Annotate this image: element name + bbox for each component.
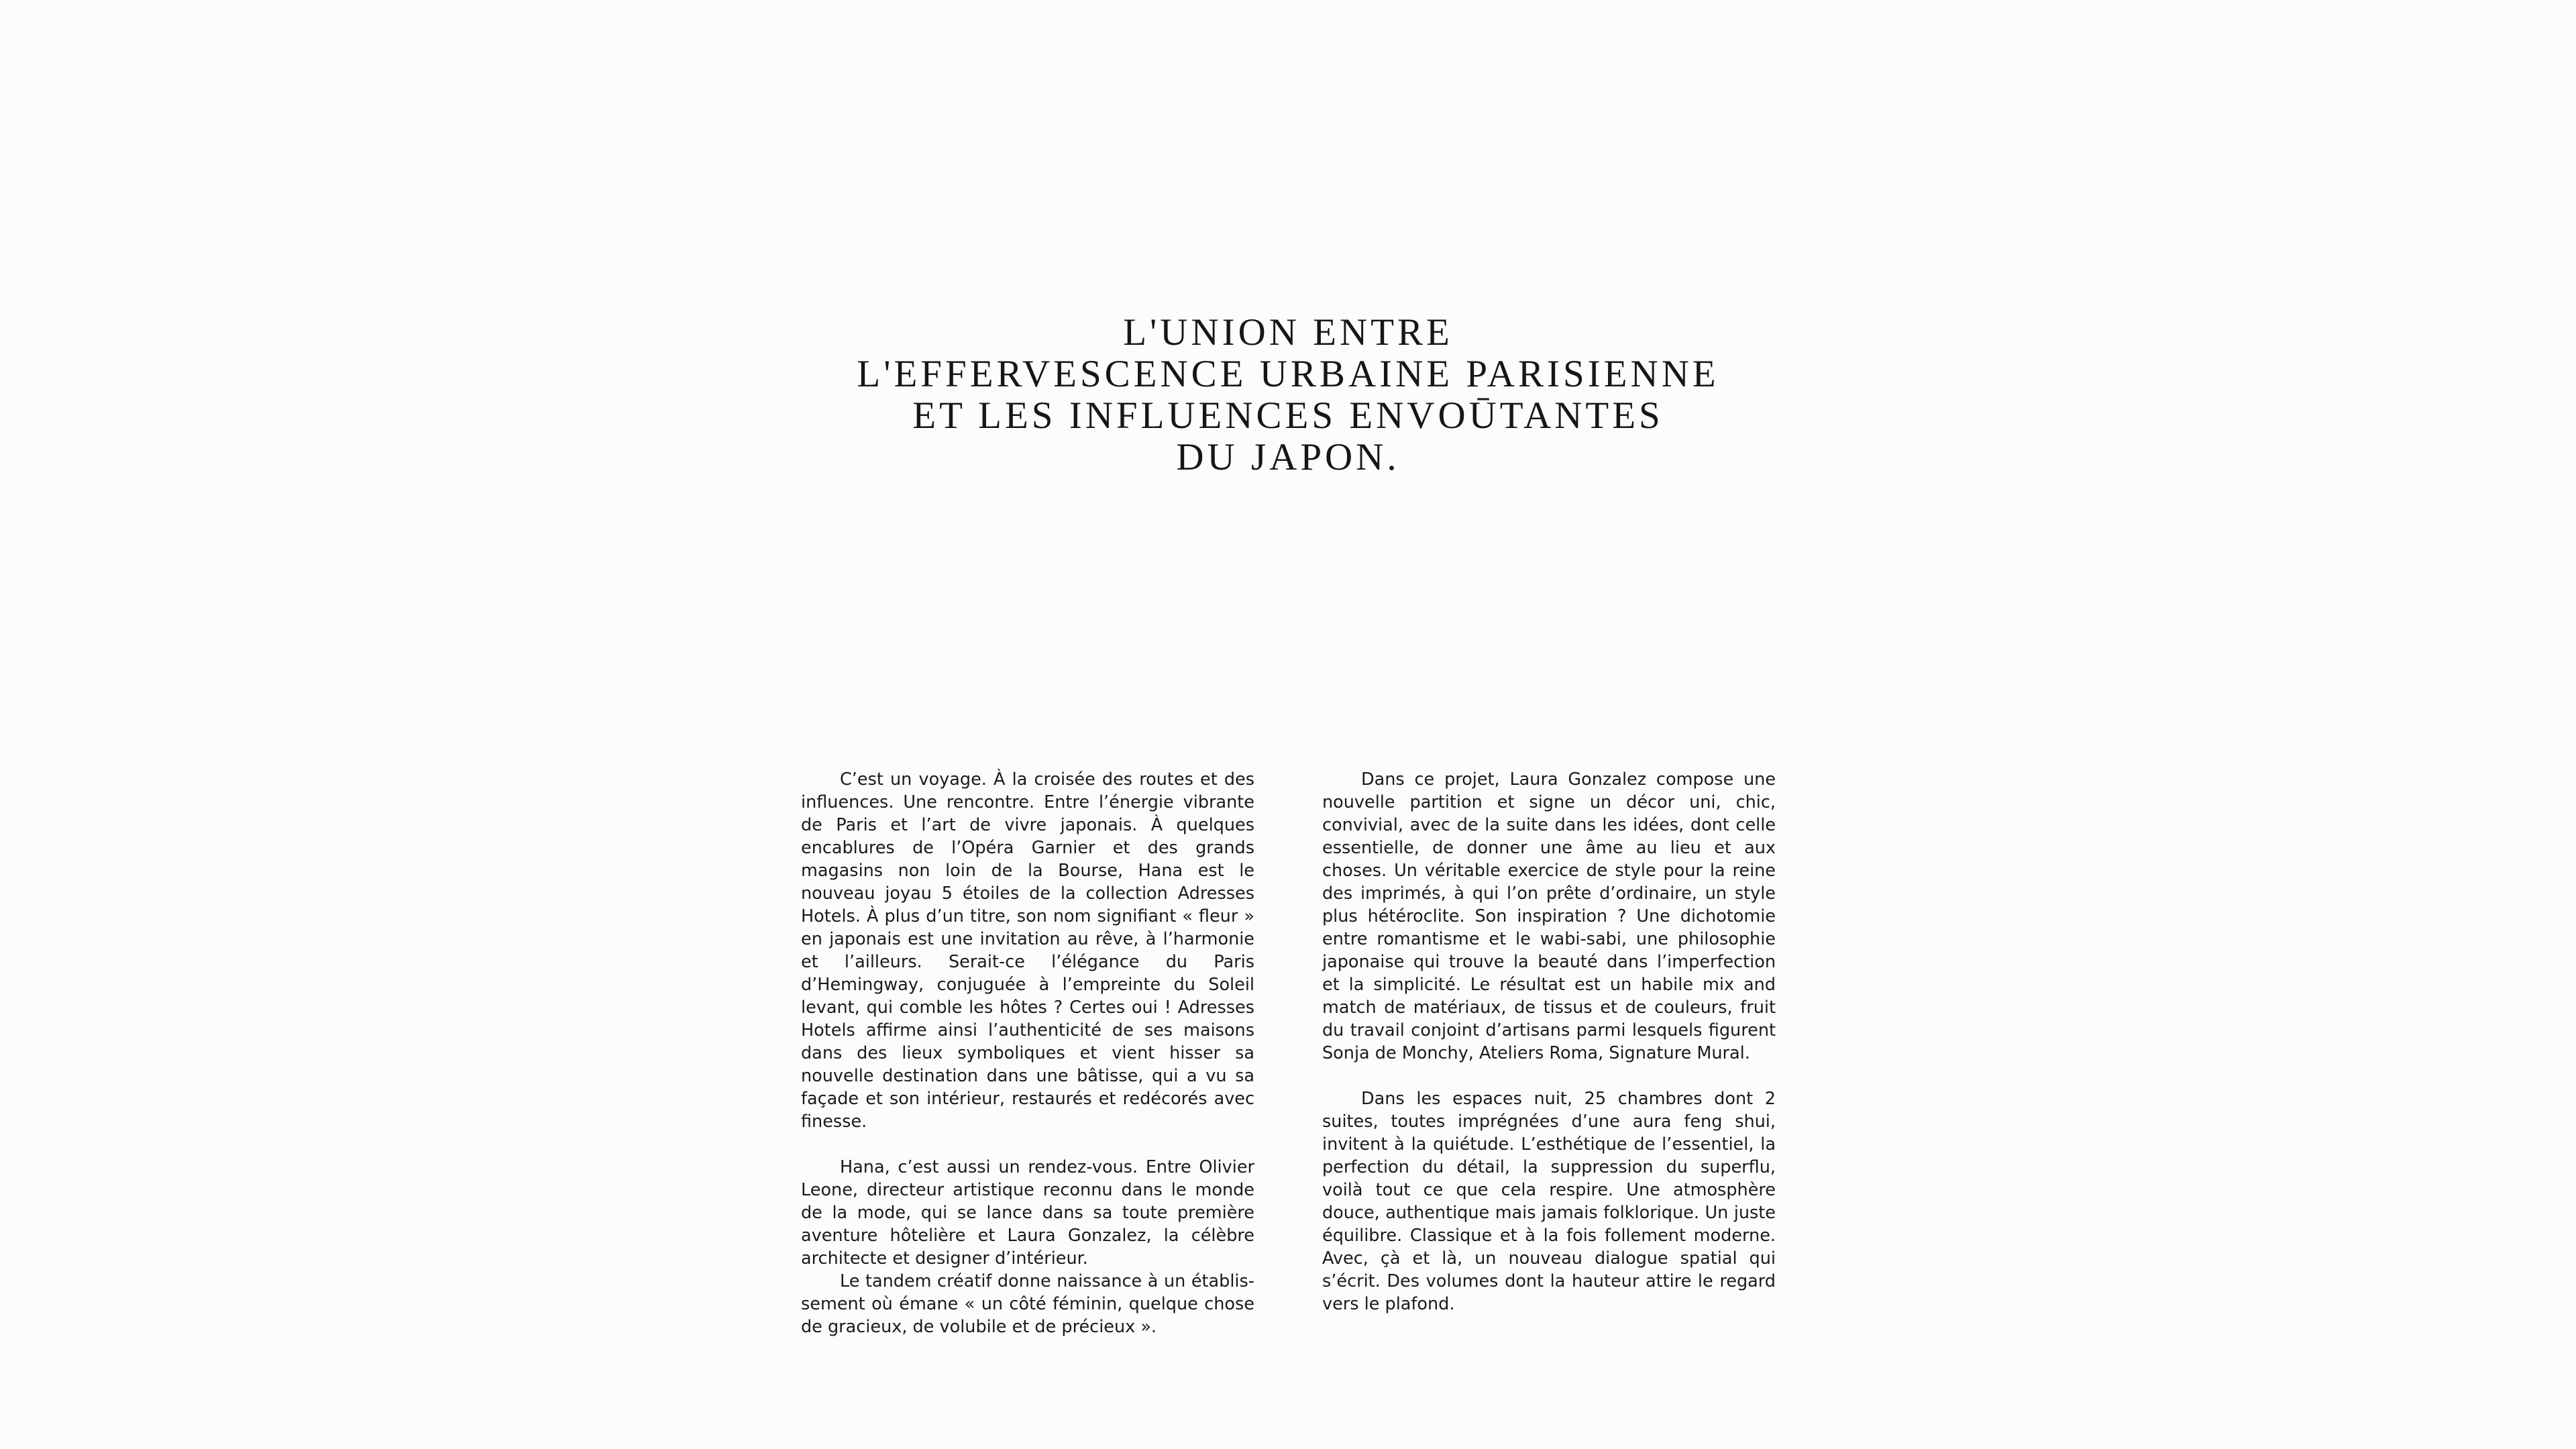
paragraph-tandem: Le tandem créatif donne naissance à un établissement où émane « un côté féminin, quelque chose de gracieux, de volubile et de précieux ». [801, 1271, 1254, 1337]
headline-line: L'UNION ENTRE [1123, 311, 1453, 354]
paragraph-rendezvous: Hana, c’est aussi un rendez-vous. Entre Olivier Leone, directeur artistique reconnu dans le monde de la mode, qui se lance dans sa toute première aventure hôtelière et Laura Gonzalez, la célèbre architecte et designer d’intérieur. [801, 1157, 1254, 1269]
headline-line: DU JAPON. [1176, 436, 1400, 478]
right-column [1322, 768, 1776, 1316]
headline-line: L'EFFERVESCENCE URBAINE PARISIENNE [857, 353, 1719, 395]
paragraph-intro: C’est un voyage. À la croisée des routes et des influences. Une rencontre. Entre l’énergie vibrante de Paris et l’art de vivre japonais. À quelques encablures de l’Opéra Garnier et des grands magasins non loin de la Bourse, Hana est le nouveau joyau 5 étoiles de la collection Adresses Hotels. À plus d’un titre, son nom signifiant « fleur » en japonais est une invitation au rêve, à l’harmonie et l’ailleurs. Serait-ce l’élégance du Paris d’Hemingway, conjuguée à l’empreinte du Soleil levant, qui comble les hôtes ? Certes oui ! Adresses Hotels affirme ainsi l’authenticité de ses maisons dans des lieux symboliques et vient hisser sa nouvelle destination dans une bâtisse, qui a vu sa façade et son intérieur, restaurés et redécorés avec finesse. [801, 769, 1254, 1132]
paragraph-rooms: Dans les espaces nuit, 25 chambres dont 2 suites, toutes imprégnées d’une aura feng shui, invitent à la quiétude. L’esthétique de l’essentiel, la perfection du détail, la suppression du superflu, voilà tout ce que cela respire. Une atmosphère douce, authentique mais jamais folklorique. Un juste équilibre. Classique et à la fois follement moderne. Avec, çà et là, un nouveau dialogue spatial qui s’écrit. Des volumes dont la hauteur attire le regard vers le plafond. [1322, 1089, 1776, 1314]
left-column [801, 768, 1254, 1338]
paragraph-project: Dans ce projet, Laura Gonzalez compose une nouvelle partition et signe un décor uni, chic, convivial, avec de la suite dans les idées, dont celle essentielle, de donner une âme au lieu et aux choses. Un véritable exercice de style pour la reine des imprimés, à qui l’on prête d’ordinaire, un style plus hétéroclite. Son inspiration ? Une dichotomie entre romantisme et le wabi-sabi, une philosophie japonaise qui trouve la beauté dans l’imperfection et la simplicité. Le résultat est un habile mix and match de matériaux, de tissus et de couleurs, fruit du travail conjoint d’artisans parmi lesquels figurent Sonja de Monchy, Ateliers Roma, Signature Mural. [1322, 769, 1776, 1063]
headline-line: ET LES INFLUENCES ENVOŪTANTES [912, 394, 1664, 437]
headline [0, 312, 2576, 478]
